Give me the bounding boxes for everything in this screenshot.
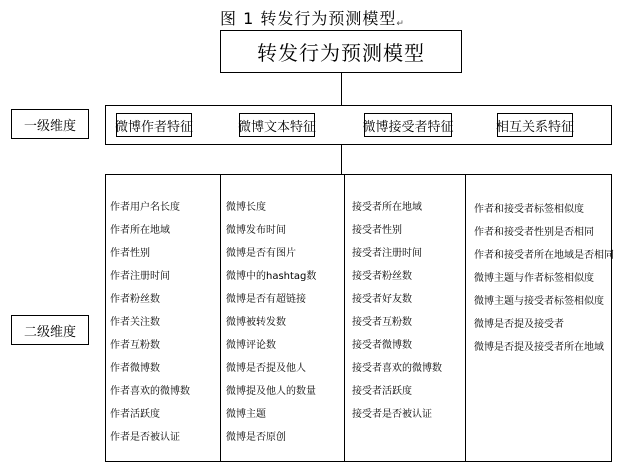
list-item: 接受者微博数 [352,340,412,351]
list-item: 作者所在地域 [110,225,170,236]
list-item: 接受者注册时间 [352,248,422,259]
column-divider [220,174,221,462]
list-item: 微博主题与作者标签相似度 [474,273,594,284]
root-node [220,30,462,73]
list-item: 微博中的hashtag数 [226,271,317,282]
paragraph-mark-icon: ↵ [396,19,405,29]
list-item: 接受者是否被认证 [352,409,432,420]
list-item: 作者粉丝数 [110,294,160,305]
caption-text: 图 1 转发行为预测模型 [220,9,397,28]
list-item: 微博是否提及他人 [226,363,306,374]
list-item: 微博评论数 [226,340,276,351]
list-item: 作者和接受者性别是否相同 [474,227,594,238]
list-item: 微博是否原创 [226,432,286,443]
list-item: 作者活跃度 [110,409,160,420]
level1-label-box [11,109,89,139]
level1-item-text [239,113,315,137]
level2-label: 二级维度 [23,324,76,340]
list-item: 微博主题 [226,409,266,420]
column-divider [344,174,345,462]
list-item: 微博发布时间 [226,225,286,236]
list-item: 微博主题与接受者标签相似度 [474,296,604,307]
level2-column-text [222,174,344,462]
level1-item-label: 微博接受者特征 [362,119,454,135]
root-node-label: 转发行为预测模型 [257,41,425,65]
list-item: 接受者粉丝数 [352,271,412,282]
list-item: 作者喜欢的微博数 [110,386,190,397]
level1-item-relation [497,113,573,137]
list-item: 作者关注数 [110,317,160,328]
list-item: 作者和接受者标签相似度 [474,204,584,215]
list-item: 接受者好友数 [352,294,412,305]
list-item: 微博提及他人的数量 [226,386,316,397]
list-item: 微博是否提及接受者所在地域 [474,342,604,353]
level1-item-label: 微博作者特征 [115,119,194,135]
level1-item-label: 微博文本特征 [238,119,317,135]
list-item: 接受者互粉数 [352,317,412,328]
list-item: 微博被转发数 [226,317,286,328]
level1-label: 一级维度 [23,118,76,134]
list-item: 作者是否被认证 [110,432,180,443]
connector-root-level1 [341,73,342,105]
list-item: 微博是否有图片 [226,248,296,259]
level2-label-box [11,315,89,345]
list-item: 作者微博数 [110,363,160,374]
level2-column-author [106,174,220,462]
level1-item-label: 相互关系特征 [496,119,575,135]
list-item: 微博是否有超链接 [226,294,306,305]
list-item: 微博长度 [226,202,266,213]
list-item: 微博是否提及接受者 [474,319,564,330]
figure-caption [0,6,625,29]
connector-level1-level2 [341,145,342,174]
list-item: 接受者喜欢的微博数 [352,363,442,374]
level2-column-relation [470,174,612,462]
list-item: 接受者所在地域 [352,202,422,213]
level1-item-receiver [364,113,452,137]
list-item: 作者和接受者所在地域是否相同 [474,250,614,261]
list-item: 作者互粉数 [110,340,160,351]
list-item: 作者性别 [110,248,150,259]
column-divider [465,174,466,462]
level2-column-receiver [348,174,465,462]
list-item: 接受者活跃度 [352,386,412,397]
list-item: 作者注册时间 [110,271,170,282]
level1-item-author [116,113,192,137]
list-item: 作者用户名长度 [110,202,180,213]
list-item: 接受者性别 [352,225,402,236]
